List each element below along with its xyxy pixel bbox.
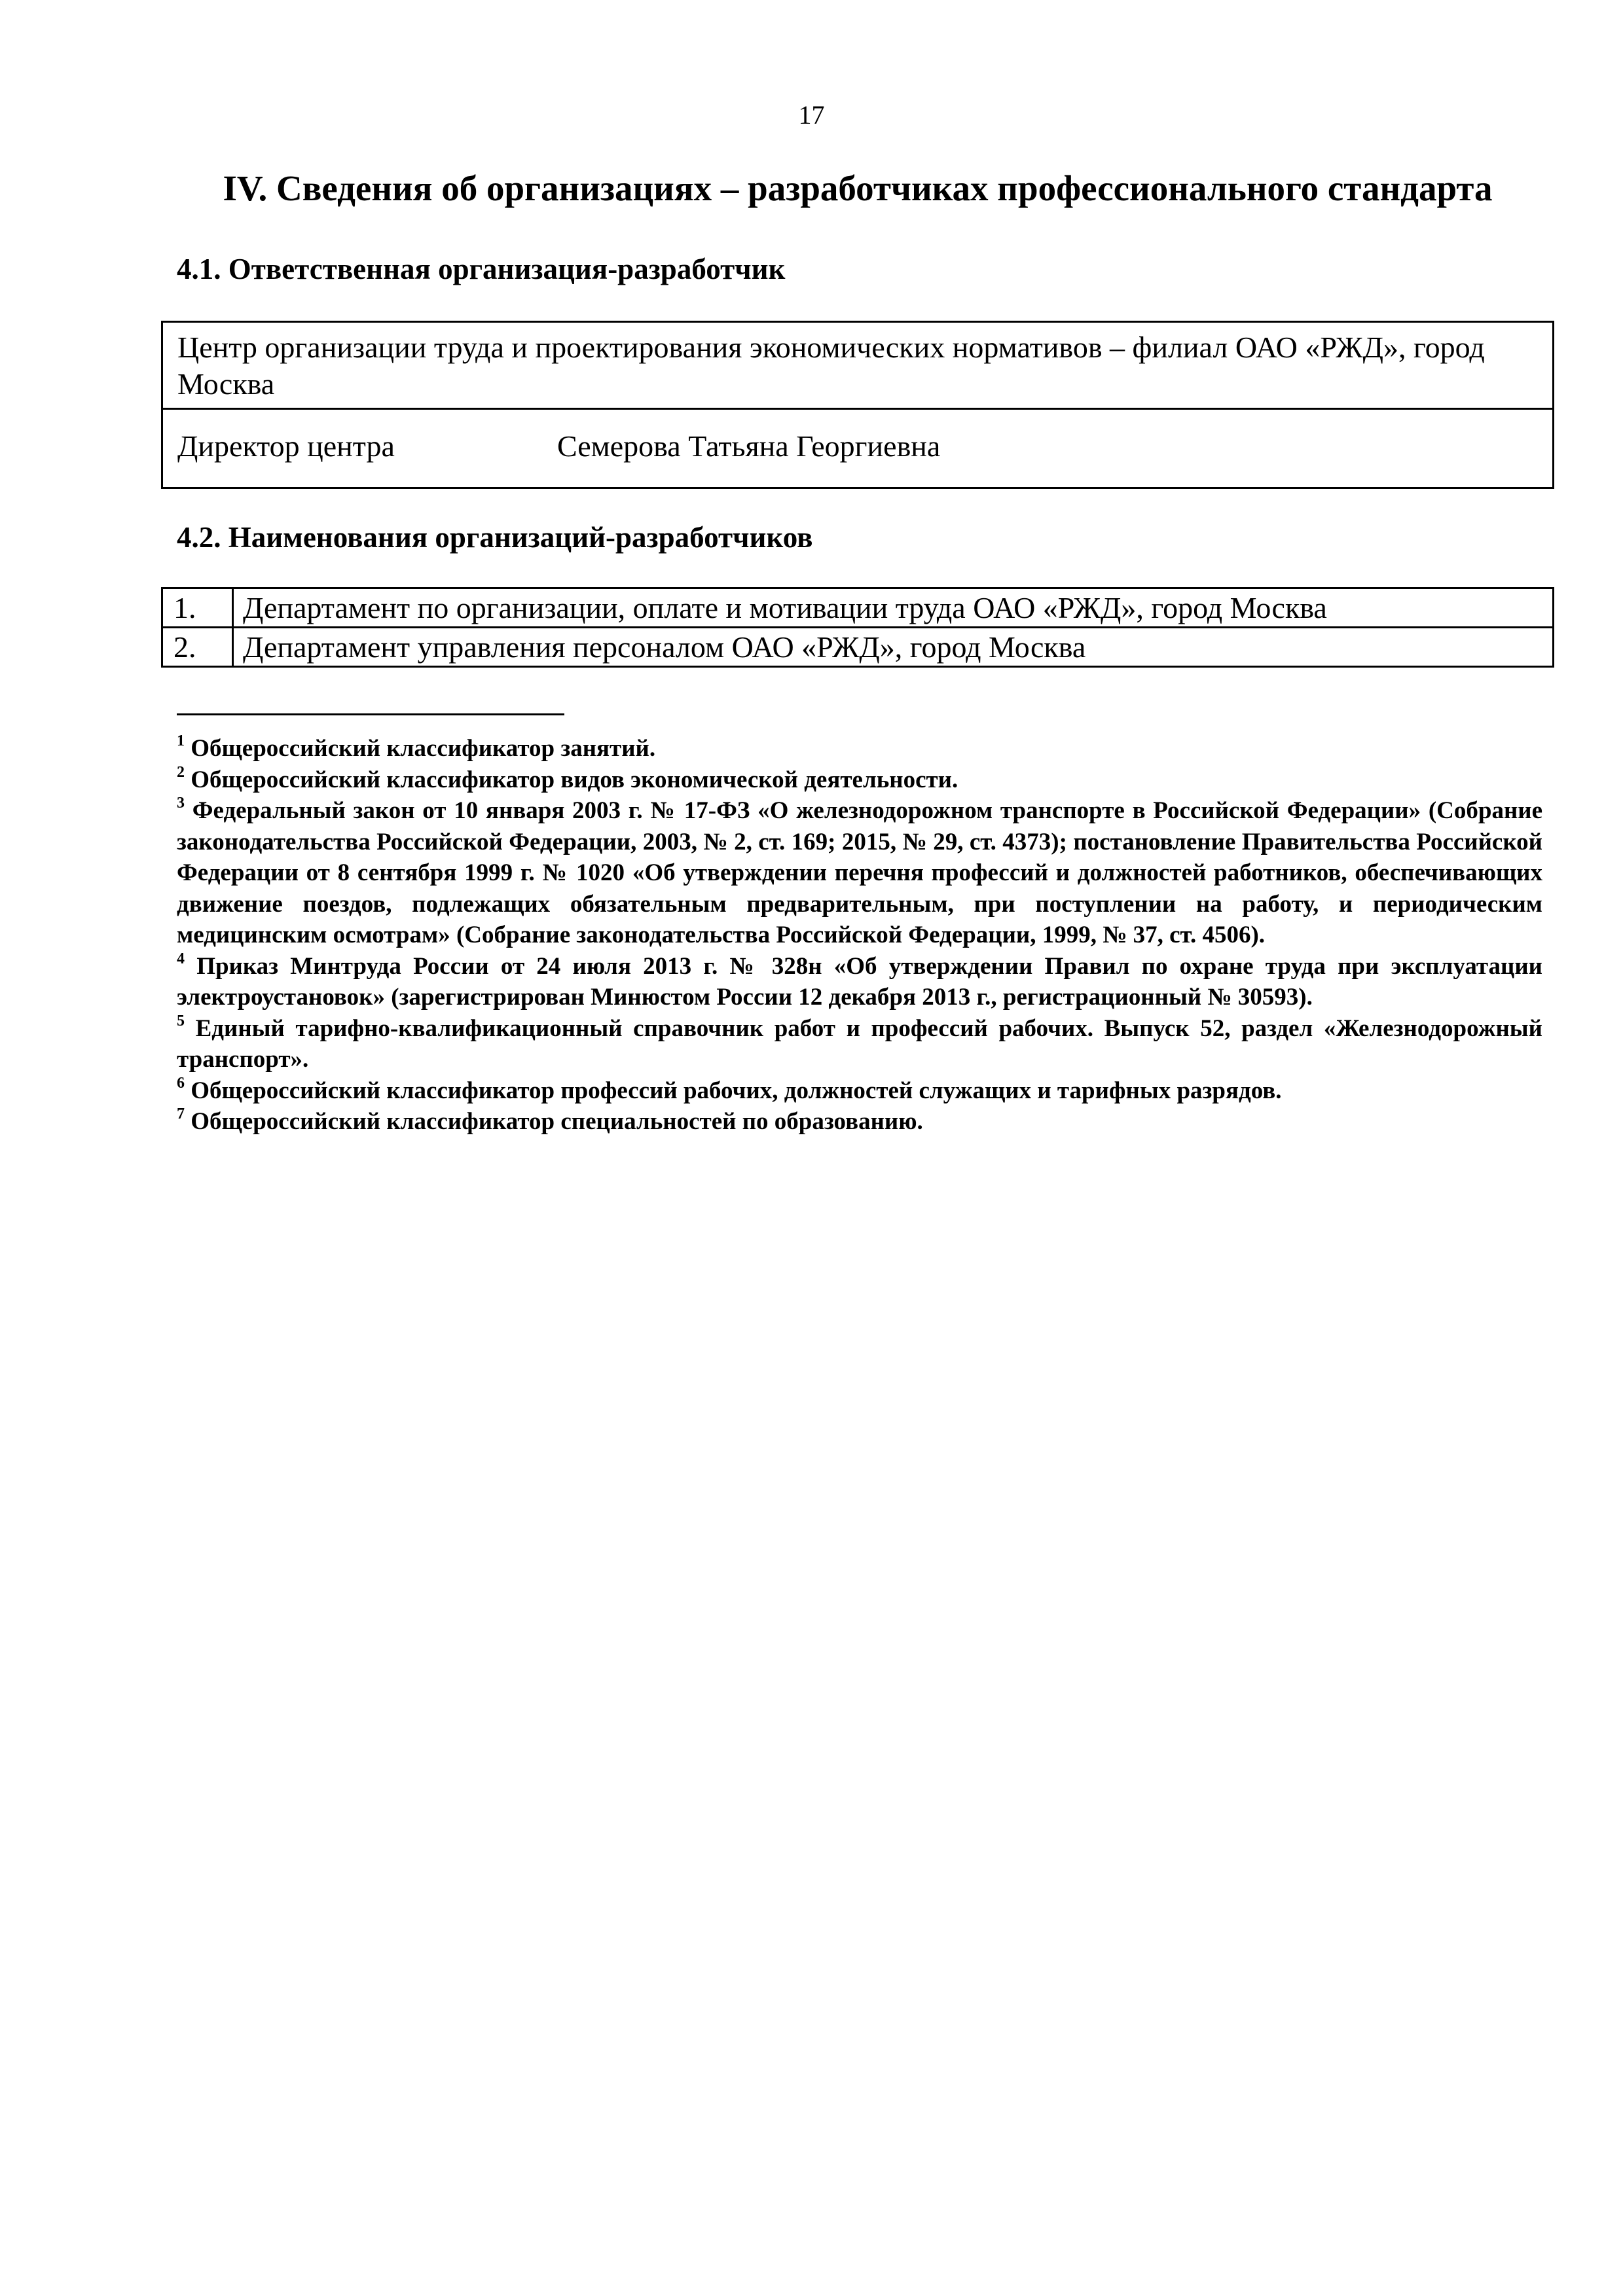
row-number: 2.: [162, 628, 233, 667]
footnote-text: Общероссийский классификатор видов экономической деятельности.: [191, 766, 958, 793]
responsible-org-box: [161, 321, 1554, 489]
footnote-text: Общероссийский классификатор специальностей по образованию.: [191, 1108, 923, 1135]
footnote-mark: 3: [177, 795, 185, 812]
footnotes: [177, 733, 1542, 1138]
developer-orgs-table: [161, 587, 1554, 668]
footnote-mark: 5: [177, 1012, 185, 1030]
table-row: [162, 588, 1554, 628]
footnote: [177, 795, 1542, 951]
responsible-org-head-row: [163, 410, 1552, 487]
footnote: [177, 733, 1542, 764]
head-person: Семерова Татьяна Георгиевна: [557, 429, 941, 463]
footnote-mark: 6: [177, 1074, 185, 1092]
footnote-text: Общероссийский классификатор занятий.: [191, 735, 656, 762]
developer-orgs-heading: 4.2. Наименования организаций-разработчиков: [177, 521, 813, 554]
responsible-org-heading: 4.1. Ответственная организация-разработчик: [177, 253, 786, 285]
footnote-mark: 1: [177, 732, 185, 749]
head-role: Директор центра: [177, 429, 395, 463]
footnote-separator: [177, 713, 564, 715]
footnote: [177, 1075, 1542, 1107]
footnote: [177, 764, 1542, 796]
row-org-name: Департамент управления персоналом ОАО «РЖД», город Москва: [233, 628, 1554, 667]
section-title: IV. Сведения об организациях – разработчиках профессионального стандарта: [223, 168, 1493, 208]
table-row: [162, 628, 1554, 667]
footnote-text: Общероссийский классификатор профессий рабочих, должностей служащих и тарифных разрядов.: [191, 1077, 1282, 1104]
footnote-text: Приказ Минтруда России от 24 июля 2013 г. № 328н «Об утверждении Правил по охране труда при эксплуатации электроустановок» (зарегистрирован Минюстом России 12 декабря 2013 г., регистрационный № 30593).: [177, 952, 1542, 1011]
footnote-mark: 4: [177, 950, 185, 967]
row-org-name: Департамент по организации, оплате и мотивации труда ОАО «РЖД», город Москва: [233, 588, 1554, 628]
footnote-text: Единый тарифно-квалификационный справочник работ и профессий рабочих. Выпуск 52, раздел «Железнодорожный транспорт».: [177, 1014, 1543, 1073]
footnote-text: Федеральный закон от 10 января 2003 г. № 17-ФЗ «О железнодорожном транспорте в Российской Федерации» (Собрание законодательства Российской Федерации, 2003, № 2, ст. 169; 2015, № 29, ст. 4373); постановление Правительства Российской Федерации от 8 сентября 1999 г. № 1020 «Об утверждении перечня профессий и должностей работников, обеспечивающих движение поездов, подлежащих обязательным предварительным, при поступлении на работу, и периодическим медицинским осмотрам» (Собрание законодательства Российской Федерации, 1999, № 37, ст. 4506).: [177, 797, 1542, 948]
footnote: [177, 1013, 1542, 1075]
responsible-org-name: Центр организации труда и проектирования экономических нормативов – филиал ОАО «РЖД», город Москва: [163, 323, 1552, 410]
footnote: [177, 1106, 1542, 1138]
footnote: [177, 951, 1542, 1013]
footnote-mark: 2: [177, 763, 185, 781]
row-number: 1.: [162, 588, 233, 628]
page-number: 17: [798, 100, 825, 130]
footnote-mark: 7: [177, 1105, 185, 1122]
